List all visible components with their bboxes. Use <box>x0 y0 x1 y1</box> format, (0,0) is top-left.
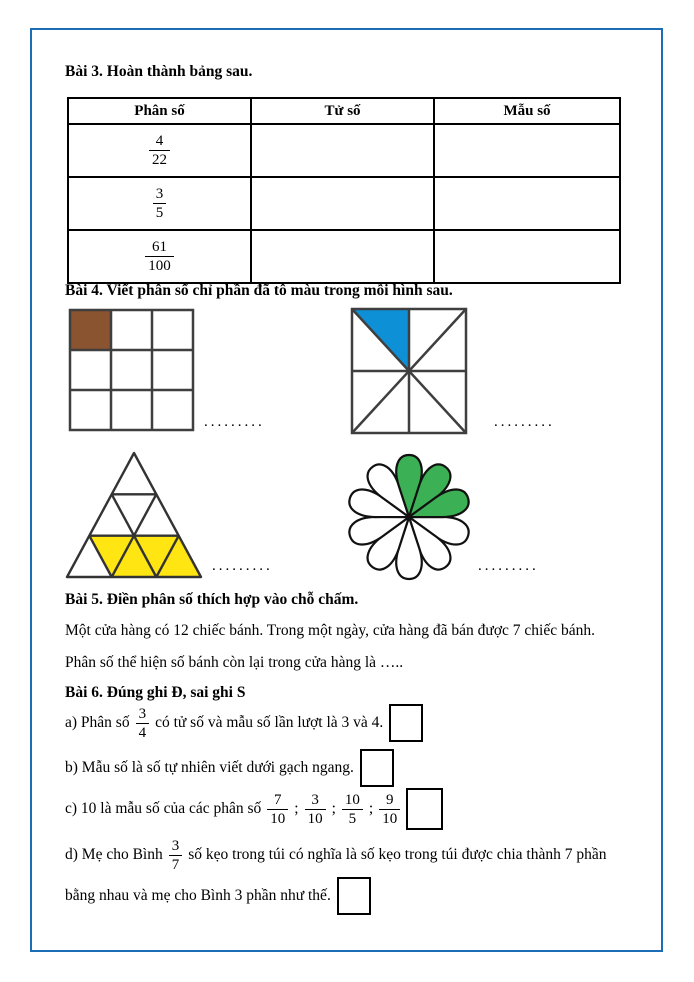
empty-answer-cell[interactable] <box>251 124 434 177</box>
fraction: $\frac{4}{22}$ <box>149 132 170 169</box>
answer-dots[interactable]: ......... <box>212 558 273 574</box>
item-d-line2-text: bằng nhau và mẹ cho Bình 3 phần như thế. <box>65 887 331 904</box>
shape-grid-3x3 <box>68 308 195 432</box>
table-header-row <box>68 98 620 124</box>
bai3-heading: Bài 3. Hoàn thành bảng sau. <box>65 63 253 80</box>
answer-box[interactable] <box>337 877 371 915</box>
item-a-prefix: a) Phân số <box>65 714 130 731</box>
table-row <box>68 124 620 177</box>
separator: ; <box>331 800 336 817</box>
empty-answer-cell[interactable] <box>434 177 620 230</box>
shaded-square <box>70 310 111 350</box>
answer-box[interactable] <box>389 704 423 742</box>
fraction: $\frac{7}{10}$ <box>267 791 288 828</box>
bai5-line1: Một cửa hàng có 12 chiếc bánh. Trong một ngày, cửa hàng đã bán được 7 chiếc bánh. <box>65 622 595 639</box>
answer-dots[interactable]: ......... <box>478 558 539 574</box>
empty-answer-cell[interactable] <box>251 230 434 283</box>
bai5-heading: Bài 5. Điền phân số thích hợp vào chỗ chấm. <box>65 591 359 608</box>
fraction: $\frac{3}{4}$ <box>136 705 150 742</box>
table-row <box>68 177 620 230</box>
bai6-item-d-line2 <box>65 876 371 916</box>
shape-flower-10-petals <box>344 452 474 582</box>
fraction: $\frac{3}{10}$ <box>305 791 326 828</box>
fraction-cell <box>68 124 251 177</box>
answer-box[interactable] <box>360 749 394 787</box>
column-header-tu-so: Tử số <box>251 98 434 124</box>
fraction: $\frac{3}{7}$ <box>169 837 183 874</box>
shape-triangle-9 <box>64 450 204 580</box>
bai6-item-c <box>65 786 443 832</box>
fraction: $\frac{10}{5}$ <box>342 791 363 828</box>
answer-dots[interactable]: ......... <box>204 414 265 430</box>
fraction-cell <box>68 177 251 230</box>
bai6-item-b <box>65 747 394 789</box>
answer-dots[interactable]: ......... <box>494 414 555 430</box>
fraction: $\frac{3}{5}$ <box>153 185 167 222</box>
answer-box[interactable] <box>406 788 443 830</box>
empty-answer-cell[interactable] <box>434 230 620 283</box>
column-header-phan-so: Phân số <box>68 98 251 124</box>
fraction-table <box>67 97 621 284</box>
fraction: $\frac{9}{10}$ <box>379 791 400 828</box>
fraction: $\frac{61}{100}$ <box>145 238 174 275</box>
item-c-prefix: c) 10 là mẫu số của các phân số <box>65 800 262 817</box>
bai5-line2[interactable]: Phân số thể hiện số bánh còn lại trong cửa hàng là ….. <box>65 654 404 671</box>
bai6-heading: Bài 6. Đúng ghi Đ, sai ghi S <box>65 684 246 701</box>
empty-answer-cell[interactable] <box>251 177 434 230</box>
separator: ; <box>368 800 374 817</box>
item-b-text: b) Mẫu số là số tự nhiên viết dưới gạch ngang. <box>65 759 354 776</box>
bai6-item-d-line1 <box>65 833 606 877</box>
column-header-mau-so: Mẫu số <box>434 98 620 124</box>
separator: ; <box>294 800 299 817</box>
item-a-suffix: có tử số và mẫu số lần lượt là 3 và 4. <box>155 714 384 731</box>
bai4-heading: Bài 4. Viết phân số chỉ phần đã tô màu trong mỗi hình sau. <box>65 282 453 299</box>
table-row <box>68 230 620 283</box>
bai6-item-a <box>65 701 423 745</box>
shape-square-8-triangles <box>350 307 468 435</box>
empty-answer-cell[interactable] <box>434 124 620 177</box>
fraction-cell <box>68 230 251 283</box>
item-d-prefix: d) Mẹ cho Bình <box>65 846 163 863</box>
item-d-suffix: số kẹo trong túi có nghĩa là số kẹo trong túi được chia thành 7 phần <box>188 846 607 863</box>
